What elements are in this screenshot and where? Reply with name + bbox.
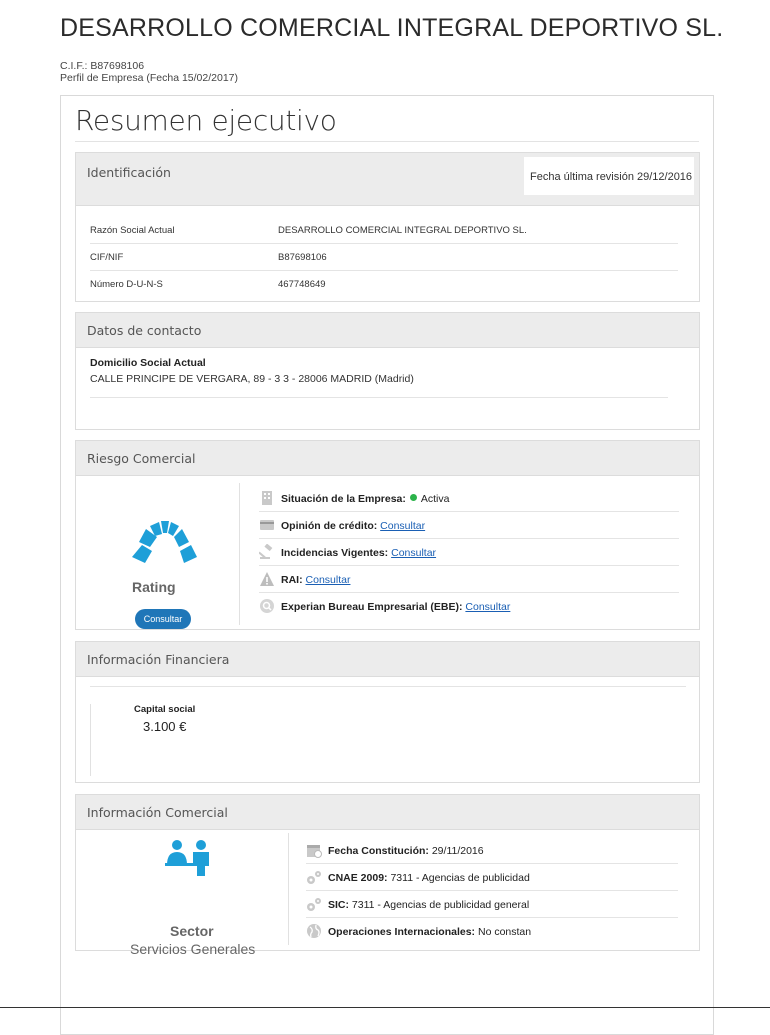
gears-icon (306, 869, 322, 885)
rating-label: Rating (132, 579, 176, 595)
summary-title: Resumen ejecutivo (75, 104, 337, 137)
credit-label: Opinión de crédito: (281, 520, 378, 532)
rating-gauge-icon (128, 501, 200, 565)
table-row (90, 244, 678, 271)
status-value: Activa (420, 493, 450, 505)
capital-label: Capital social (134, 704, 196, 715)
risk-header (76, 441, 699, 476)
intl-value: No constan (477, 926, 532, 938)
row-key: Número D-U-N-S (90, 279, 163, 290)
commercial-header (76, 795, 699, 830)
sic-label: SIC: (328, 899, 349, 911)
identification-section (75, 152, 700, 302)
calendar-icon (306, 842, 322, 858)
page-bottom-border (0, 1007, 770, 1008)
row-key: CIF/NIF (90, 252, 124, 263)
summary-card (60, 95, 714, 1035)
ebe-label: Experian Bureau Empresarial (EBE): (281, 601, 463, 613)
financial-section (75, 641, 700, 783)
title-divider (75, 141, 699, 142)
commercial-body (76, 829, 699, 957)
address-value: CALLE PRINCIPE DE VERGARA, 89 - 3 3 - 28006 MADRID (Madrid) (90, 373, 414, 385)
commercial-list (306, 837, 678, 944)
gears-icon (306, 896, 322, 912)
list-item (306, 837, 678, 864)
list-item (306, 864, 678, 891)
magnifier-icon (259, 598, 275, 614)
company-meta (60, 60, 238, 84)
risk-section (75, 440, 700, 630)
commercial-title: Información Comercial (87, 805, 228, 820)
contact-divider (90, 397, 668, 398)
people-icon (164, 839, 214, 877)
commercial-section (75, 794, 700, 957)
commercial-divider (288, 833, 289, 945)
financial-title: Información Financiera (87, 652, 230, 667)
rating-consult-button[interactable]: Consultar (135, 609, 191, 629)
table-row (90, 271, 678, 297)
founding-value: 29/11/2016 (431, 845, 484, 857)
list-item (259, 566, 679, 593)
status-dot-icon (410, 494, 417, 501)
sector-label: Sector (170, 923, 214, 939)
list-item (259, 539, 679, 566)
credit-consult-link[interactable]: Consultar (380, 520, 426, 532)
row-key: Razón Social Actual (90, 225, 175, 236)
list-item (306, 891, 678, 918)
row-value: B87698106 (278, 252, 327, 263)
financial-header (76, 642, 699, 677)
sic-value: 7311 - Agencias de publicidad general (351, 899, 530, 911)
founding-label: Fecha Constitución: (328, 845, 429, 857)
identification-table (90, 217, 678, 297)
credit-card-icon (259, 517, 275, 533)
profile-line: Perfil de Empresa (Fecha 15/02/2017) (60, 72, 239, 84)
globe-icon (306, 923, 322, 939)
rai-consult-link[interactable]: Consultar (305, 574, 351, 586)
gavel-icon (259, 544, 275, 560)
table-row (90, 217, 678, 244)
ebe-consult-link[interactable]: Consultar (465, 601, 511, 613)
incidents-consult-link[interactable]: Consultar (391, 547, 437, 559)
incidents-label: Incidencias Vigentes: (281, 547, 389, 559)
list-item (259, 512, 679, 539)
risk-body (76, 475, 699, 630)
contact-title: Datos de contacto (87, 323, 202, 338)
risk-divider (239, 483, 240, 625)
financial-vertical-divider (90, 704, 91, 776)
row-value: 467748649 (278, 279, 326, 290)
contact-section (75, 312, 700, 430)
building-icon (259, 490, 275, 506)
identification-header (76, 153, 699, 206)
identification-title: Identificación (87, 165, 171, 180)
status-label: Situación de la Empresa: (281, 493, 406, 505)
revision-date: Fecha última revisión 29/12/2016 (524, 157, 694, 195)
row-value: DESARROLLO COMERCIAL INTEGRAL DEPORTIVO SL. (278, 225, 527, 236)
risk-list (259, 485, 679, 619)
address-label: Domicilio Social Actual (90, 357, 206, 369)
rai-label: RAI: (281, 574, 303, 586)
risk-title: Riesgo Comercial (87, 451, 196, 466)
company-name: DESARROLLO COMERCIAL INTEGRAL DEPORTIVO SL. (60, 14, 724, 42)
list-item (306, 918, 678, 944)
cnae-label: CNAE 2009: (328, 872, 388, 884)
list-item (259, 593, 679, 619)
cif-line: C.I.F.: B87698106 (60, 60, 145, 72)
capital-value: 3.100 € (143, 719, 187, 734)
intl-label: Operaciones Internacionales: (328, 926, 476, 938)
contact-header (76, 313, 699, 348)
financial-divider (90, 686, 686, 687)
list-item (259, 485, 679, 512)
sector-value: Servicios Generales (130, 941, 256, 957)
warning-icon (259, 571, 275, 587)
cnae-value: 7311 - Agencias de publicidad (390, 872, 530, 884)
